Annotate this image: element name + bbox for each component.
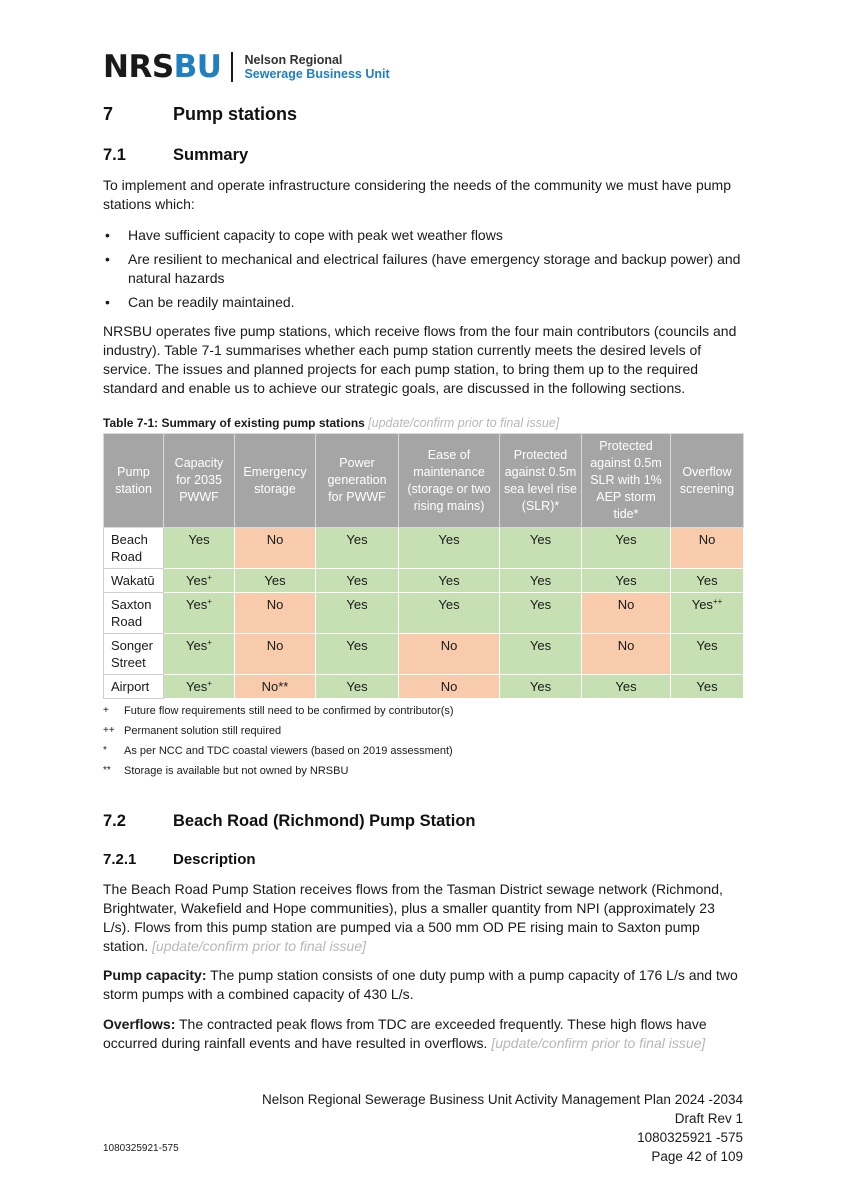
footer-revision: Draft Rev 1 (674, 1111, 743, 1126)
table-cell: Yes (399, 569, 500, 593)
table-cell: Yes (235, 569, 316, 593)
footnote: ** Storage is available but not owned by NRSBU (103, 765, 349, 777)
table-cell: No (235, 528, 316, 569)
table-caption: Table 7-1: Summary of existing pump stations [update/confirm prior to final issue] (103, 416, 560, 430)
table-cell: No** (235, 675, 316, 699)
update-note: [update/confirm prior to final issue] (491, 1035, 706, 1051)
table-cell: Yes+ (164, 634, 235, 675)
table-cell: Yes (500, 593, 582, 634)
logo-line-1: Nelson Regional (244, 53, 343, 67)
footnote: ++ Permanent solution still required (103, 725, 282, 737)
table-header: Ease of maintenance (storage or two rising mains) (399, 434, 500, 528)
update-note: [update/confirm prior to final issue] (152, 938, 367, 954)
page-footer (262, 1090, 743, 1166)
station-name-cell: Airport (104, 675, 164, 699)
table-footnotes (103, 701, 454, 781)
table-cell: Yes (316, 634, 399, 675)
table-cell: Yes (316, 569, 399, 593)
requirements-list (103, 226, 743, 317)
logo-mark: NRSBU (103, 48, 222, 85)
table-cell: Yes+ (164, 675, 235, 699)
table-cell: Yes (500, 569, 582, 593)
table-cell: Yes (671, 569, 744, 593)
station-name-cell: Wakatū (104, 569, 164, 593)
table-row (104, 675, 744, 699)
logo-divider (231, 52, 233, 82)
table-cell: Yes (500, 634, 582, 675)
table-row (104, 569, 744, 593)
table-cell: No (235, 634, 316, 675)
table-cell: Yes (582, 528, 671, 569)
footnote: * As per NCC and TDC coastal viewers (based on 2019 assessment) (103, 745, 453, 757)
table-cell: No (399, 675, 500, 699)
list-item: • Are resilient to mechanical and electrical failures (have emergency storage and backup power) and natural hazards (105, 251, 741, 286)
table-cell: Yes (316, 675, 399, 699)
table-header: Overflow screening (671, 434, 744, 528)
table-cell: Yes (671, 634, 744, 675)
footnote: + Future flow requirements still need to be confirmed by contributor(s) (103, 705, 454, 717)
description-paragraph: The Beach Road Pump Station receives flows from the Tasman District sewage network (Richmond, Brightwater, Wakefield and Hope communities), plus a smaller quantity from NPI (approximately 23 L/s). Flows from this pump station are pumped via a 500 mm OD PE rising main to Saxton pump station. [update/confirm prior to final issue] (103, 881, 723, 954)
table-cell: No (582, 634, 671, 675)
table-header: Capacity for 2035 PWWF (164, 434, 235, 528)
logo-line-2: Sewerage Business Unit (244, 67, 390, 81)
nrsbu-logo (103, 50, 390, 84)
table-row (104, 593, 744, 634)
summary-paragraph: NRSBU operates five pump stations, which receive flows from the four main contributors (councils and industry). Table 7-1 summarises whether each pump station currently meets the desired levels of service. The issues and planned projects for each pump station, to bring them up to the required standard and enable us to achieve our strategic goals, are discussed in the following sections. (103, 323, 737, 396)
table-header-row (104, 434, 744, 528)
table-header: Protected against 0.5m sea level rise (SLR)* (500, 434, 582, 528)
logo-text (244, 53, 389, 81)
table-cell: Yes (671, 675, 744, 699)
table-cell: No (399, 634, 500, 675)
table-cell: No (582, 593, 671, 634)
summary-intro: To implement and operate infrastructure considering the needs of the community we must have pump stations which: (103, 177, 731, 212)
footer-doc-number: 1080325921 -575 (637, 1130, 743, 1145)
pump-station-summary-table (103, 433, 744, 699)
list-item: • Can be readily maintained. (105, 294, 295, 310)
table-header: Power generation for PWWF (316, 434, 399, 528)
station-name-cell: Beach Road (104, 528, 164, 569)
table-cell: Yes (316, 528, 399, 569)
list-item: • Have sufficient capacity to cope with peak wet weather flows (105, 227, 503, 243)
table-cell: No (671, 528, 744, 569)
summary-heading: 7.1 Summary (103, 146, 249, 164)
table-header: Protected against 0.5m SLR with 1% AEP storm tide* (582, 434, 671, 528)
table-cell: Yes (316, 593, 399, 634)
table-cell: Yes (500, 528, 582, 569)
table-cell: Yes++ (671, 593, 744, 634)
table-header: Emergency storage (235, 434, 316, 528)
table-cell: Yes (500, 675, 582, 699)
page-number: Page 42 of 109 (651, 1149, 743, 1164)
table-cell: Yes+ (164, 593, 235, 634)
footer-doc-id: 1080325921-575 (103, 1143, 179, 1154)
station-name-cell: Saxton Road (104, 593, 164, 634)
station-name-cell: Songer Street (104, 634, 164, 675)
beach-road-heading: 7.2 Beach Road (Richmond) Pump Station (103, 812, 476, 830)
table-cell: Yes (164, 528, 235, 569)
table-row (104, 528, 744, 569)
section-heading: 7 Pump stations (103, 104, 298, 124)
overflows-paragraph: Overflows: The contracted peak flows from TDC are exceeded frequently. These high flows have occurred during rainfall events and have resulted in overflows. [update/confirm prior to final issue] (103, 1016, 707, 1051)
description-heading: 7.2.1 Description (103, 851, 256, 868)
table-cell: Yes (399, 593, 500, 634)
table-cell: Yes+ (164, 569, 235, 593)
footer-plan-title: Nelson Regional Sewerage Business Unit Activity Management Plan 2024 -2034 (261, 1092, 743, 1107)
caption-note: [update/confirm prior to final issue] (368, 416, 560, 430)
table-row (104, 634, 744, 675)
table-cell: Yes (582, 675, 671, 699)
table-header: Pump station (104, 434, 164, 528)
pump-capacity-paragraph: Pump capacity: The pump station consists of one duty pump with a pump capacity of 176 L/s and two storm pumps with a combined capacity of 430 L/s. (103, 967, 738, 1002)
table-cell: Yes (582, 569, 671, 593)
table-cell: No (235, 593, 316, 634)
table-cell: Yes (399, 528, 500, 569)
